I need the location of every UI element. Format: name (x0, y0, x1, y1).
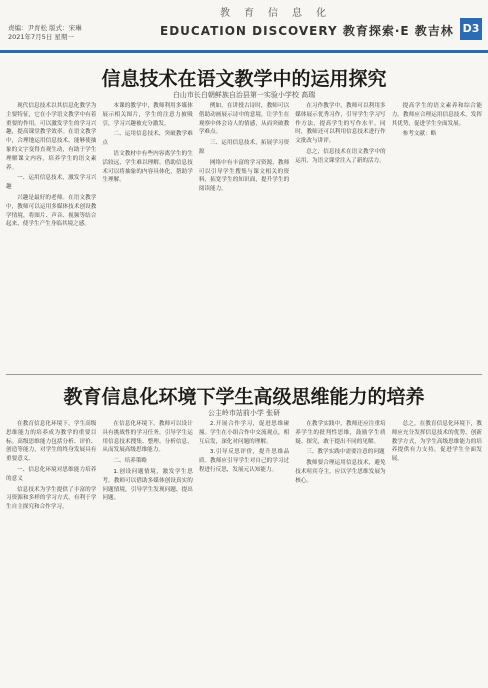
article1-column (199, 102, 289, 370)
paragraph: 2.开展合作学习，促进思维碰撞。学生在小组合作中交流观点，相互启发，深化对问题的理解。 (198, 421, 290, 445)
article1-body (6, 102, 482, 370)
paragraph: 在信息化环境下，教师可以设计具有挑战性的学习任务，引导学生运用信息技术搜集、整理、分析信息，从而发展高级思维能力。 (102, 421, 193, 454)
article2-column (295, 420, 385, 682)
page-number: D3 (460, 18, 482, 40)
article2-column (6, 420, 96, 682)
section-title: EDUCATION DISCOVERY 教育探索·E 教吉林 (160, 24, 454, 38)
paragraph: 在教学实践中，教师还应注重培养学生的批判性思维，鼓励学生质疑、探究，敢于提出不同的见解。 (295, 421, 386, 445)
paragraph: 兴趣是最好的老师。在语文教学中，教师可以运用多媒体技术创设教学情境，将图片、声音、视频等结合起来，使学生产生身临其境之感。 (6, 194, 97, 228)
paragraph: 三、教学实践中需要注意的问题 (306, 449, 385, 456)
paragraph: 提高学生的语文素养和综合能力。教师应合理运用信息技术，发挥其优势，促进学生全面发展。 (391, 103, 483, 127)
edition-info (8, 24, 82, 42)
paragraph: 在教育信息化环境下，学生高级思维能力的培养成为教学的重要目标。高级思维能力包括分析、评价、创造等能力，对学生的终身发展具有重要意义。 (6, 421, 97, 463)
masthead-banner: 教育信息化 (220, 8, 340, 19)
paragraph: 现代信息技术以其信息化教学为主要特征，它在小学语文教学中有着重要的作用。可以激发学生的学习兴趣，提高课堂教学效率。在语文教学中，合理地运用信息技术，能够使抽象的文字变得直观生动，有助于学生理解课文内容，培养学生的语文素养。 (6, 103, 97, 171)
article1-byline: 白山市长白朝鲜族自治县第一实验小学校 高瑞 (172, 91, 316, 99)
article1-column (295, 102, 385, 370)
article1-headline: 信息技术在语文教学中的运用探究 (101, 68, 387, 90)
paragraph: 二、培养策略 (113, 458, 147, 465)
article1-column (102, 102, 192, 370)
paragraph: 总之，信息技术在语文教学中的运用，为语文课堂注入了新的活力。 (295, 148, 386, 164)
paragraph: 二、运用信息技术，突破教学难点 (102, 131, 193, 147)
paragraph: 1.创设问题情境，激发学生思考。教师可以借助多媒体创设真实的问题情境，引导学生发现问题、提出问题。 (102, 468, 193, 502)
paragraph: 例如，在讲授古诗时，教师可以借助动画展示诗中的意境，让学生在观察中体会诗人的情感，从而突破教学难点。 (198, 103, 290, 136)
paragraph: 总之，在教育信息化环境下，教师应充分发挥信息技术的优势，创新教学方式，为学生高级思维能力的培养提供有力支持，促进学生全面发展。 (391, 421, 483, 463)
edition-editors: 责编：尹育松 版式：宋琳 (8, 24, 82, 32)
article-divider (6, 374, 482, 375)
article1-column (392, 102, 482, 370)
article2-headline: 教育信息化环境下学生高级思维能力的培养 (63, 386, 425, 408)
article2-byline: 公主岭市站前小学 张研 (207, 409, 281, 417)
edition-date: 2021年7月5日 星期一 (8, 33, 74, 41)
paragraph: 在习作教学中，教师可以利用多媒体展示优秀习作，引导学生学习写作方法，提高学生的写作水平。同时，教师还可以利用信息技术进行作文批改与讲评。 (295, 103, 386, 145)
article2-column (392, 420, 482, 682)
paragraph: 网络中有丰富的学习资源，教师可以引导学生搜集与课文相关的资料，拓宽学生的知识面，提升学生的阅读能力。 (198, 159, 290, 193)
paragraph: 教师要合理运用信息技术，避免技术喧宾夺主，应以学生思维发展为核心。 (295, 460, 386, 484)
article2-column (199, 420, 289, 682)
paragraph: 语文教材中有些内容离学生的生活较远，学生难以理解。借助信息技术可以将抽象的内容具体化，帮助学生理解。 (102, 150, 193, 184)
article2-column (102, 420, 192, 682)
paragraph: 3.引导反思评价，提升思维品质。教师应引导学生对自己的学习过程进行反思，发展元认知能力。 (198, 449, 290, 473)
paragraph: 本课的教学中，教师利用多媒体展示相关图片，学生的注意力被吸引，学习兴趣被充分激发。 (102, 103, 193, 127)
paragraph: 三、运用信息技术，拓展学习资源 (198, 140, 290, 155)
paragraph: 一、信息化环境对思维能力培养的意义 (6, 466, 97, 482)
masthead-rule (0, 50, 488, 53)
masthead (0, 0, 488, 58)
paragraph: 参考文献：略 (402, 131, 437, 138)
paragraph: 一、运用信息技术，激发学习兴趣 (6, 175, 97, 191)
article1-column (6, 102, 96, 370)
paragraph: 信息技术为学生提供了丰富的学习资源和多样的学习方式，有利于学生自主探究和合作学习。 (6, 486, 97, 511)
article2-body (6, 420, 482, 682)
